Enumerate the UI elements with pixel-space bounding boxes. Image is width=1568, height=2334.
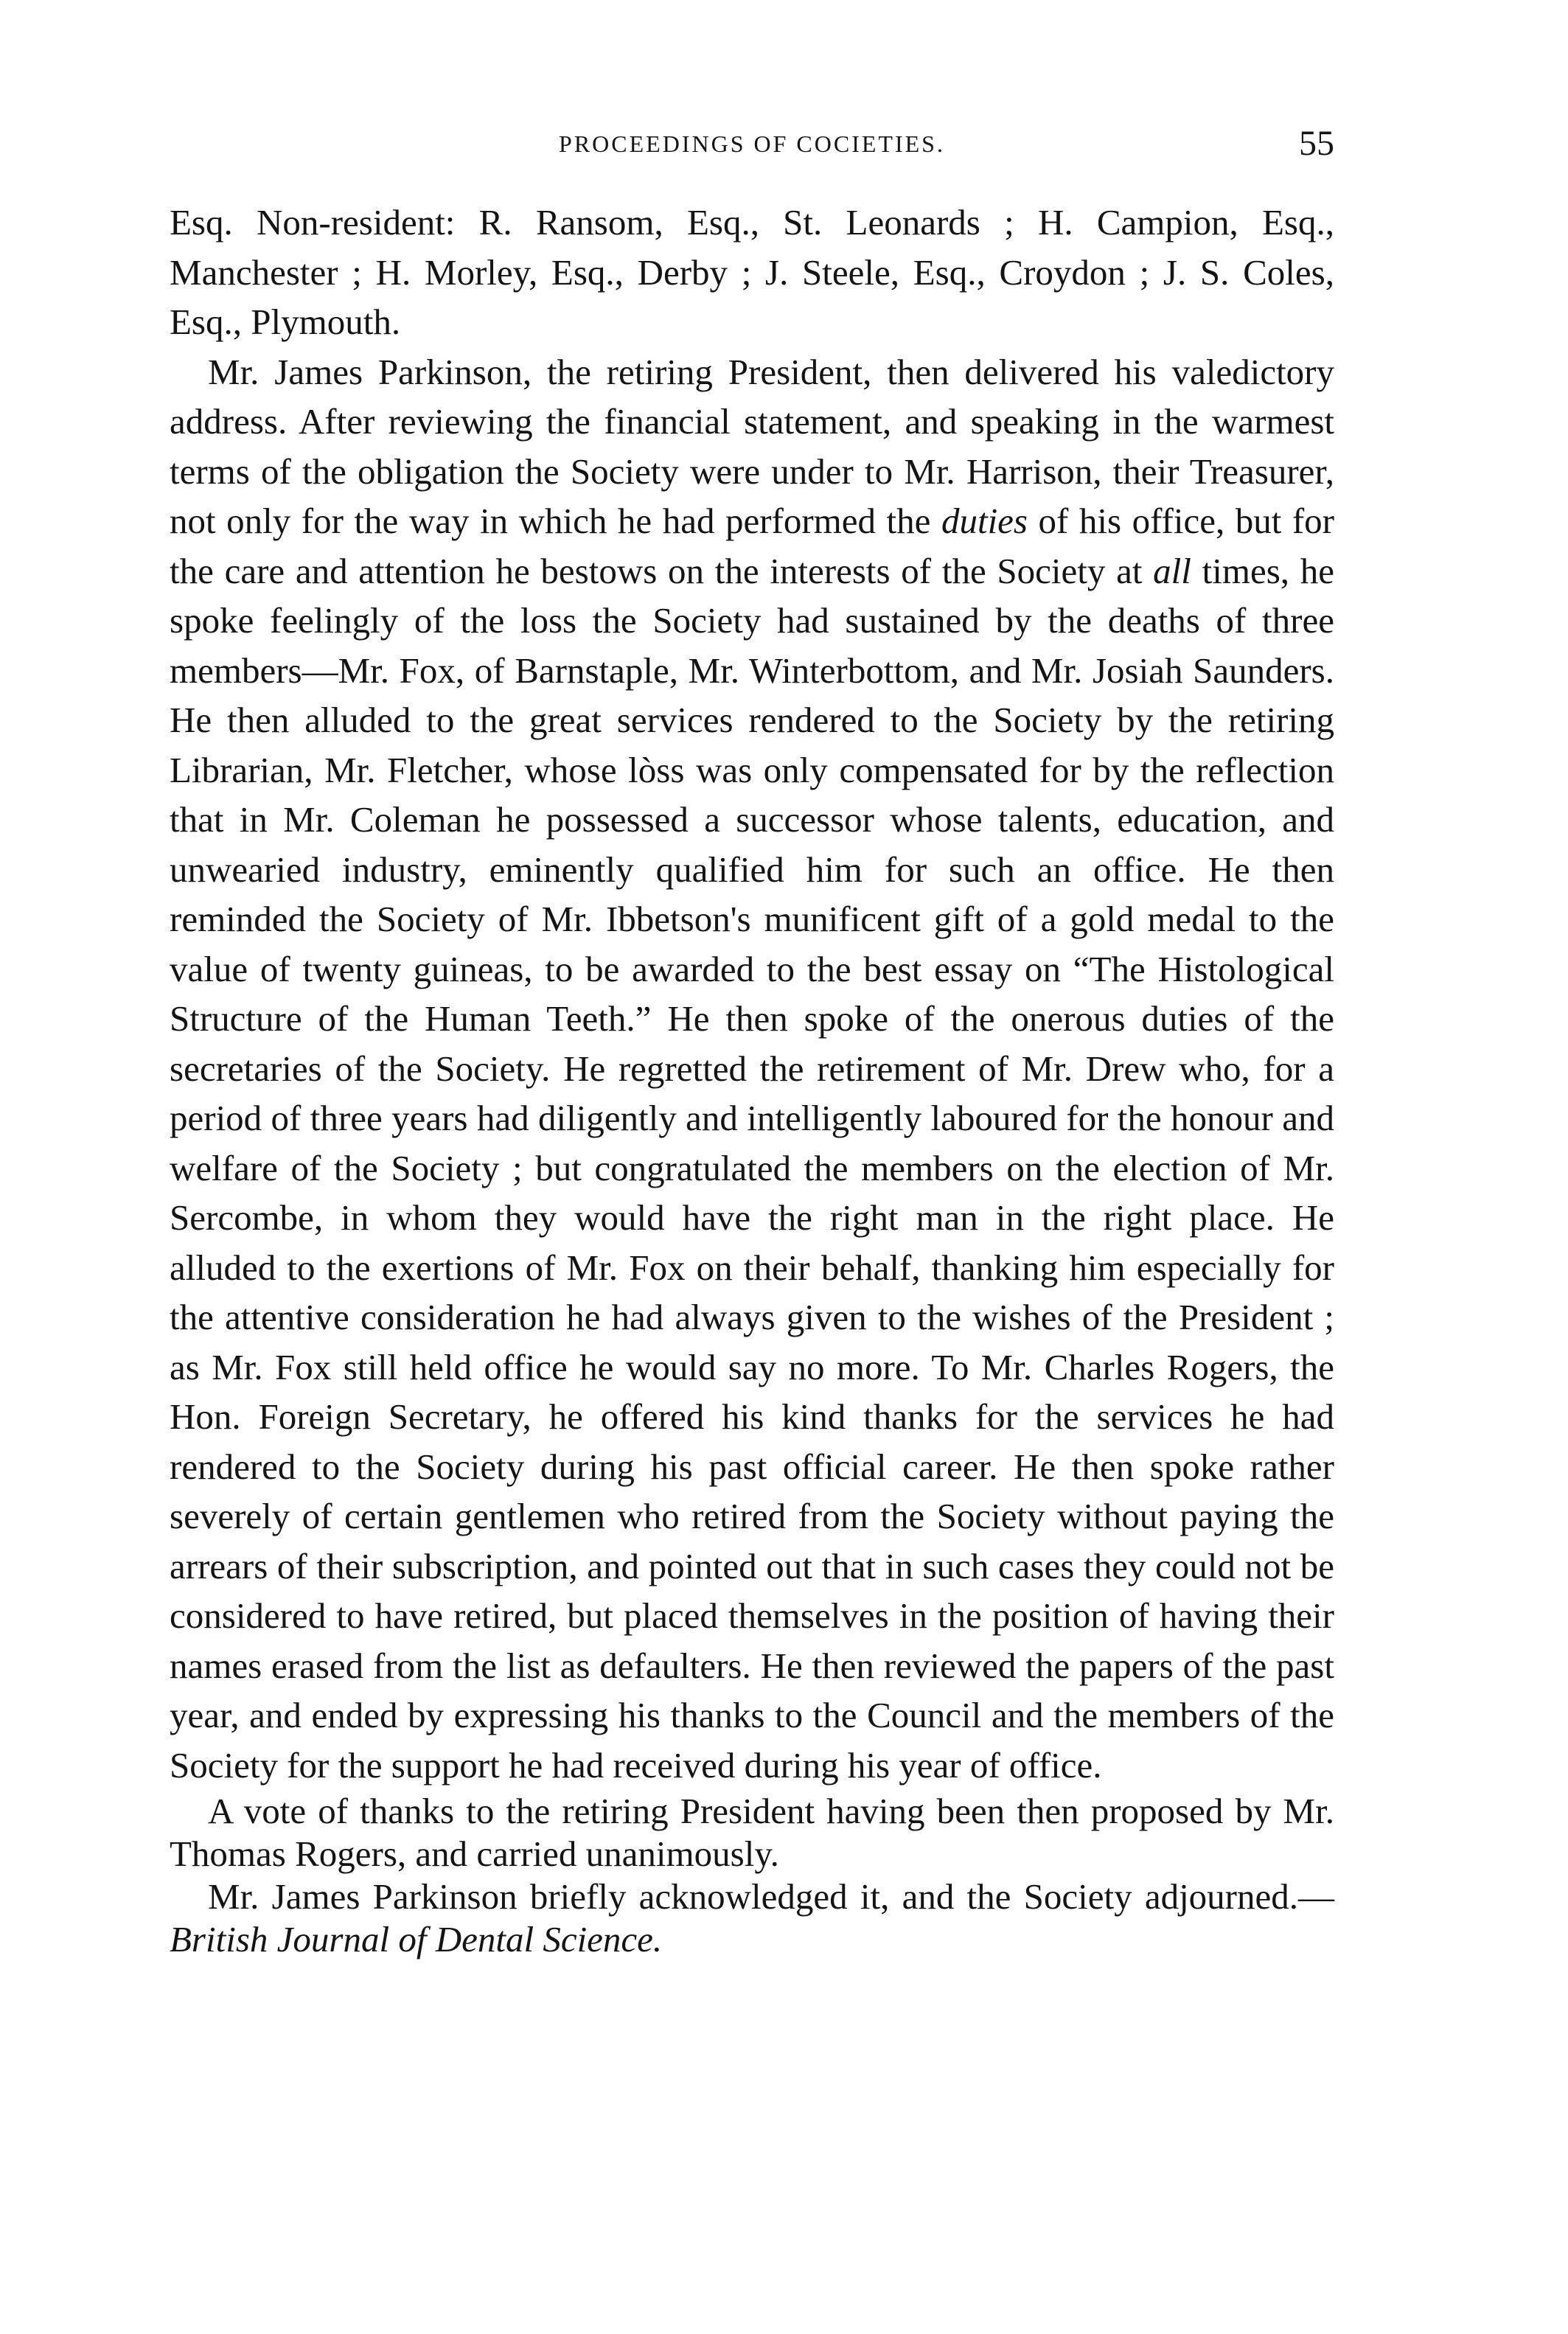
running-head [170, 122, 1334, 166]
paragraph-text: Esq. Non-resident: R. Ransom, Esq., St. Leonards ; H. Campion, Esq., Manchester ; H. Morley, Esq., Derby ; J. Steele, Esq., Croydon ; J. S. Coles, Esq., Plymouth. [170, 202, 1334, 342]
source-citation: British Journal of Dental Science. [170, 1919, 663, 1959]
emphasis-duties: duties [941, 501, 1028, 541]
paragraph-text: Mr. James Parkinson briefly acknowledged it, and the Society adjourned.— [208, 1876, 1334, 1917]
paragraph-text: A vote of thanks to the retiring President having been then proposed by Mr. Thomas Rogers, and carried unanimously. [170, 1791, 1334, 1874]
paragraph-vote-of-thanks [170, 1790, 1334, 1875]
emphasis-all: all [1153, 550, 1191, 591]
paragraph-text-part: of his office, but for the care and attention he bestows on the interests of the Society at [170, 501, 1334, 591]
running-title: PROCEEDINGS OF COCIETIES. [559, 130, 945, 157]
page-number: 55 [1299, 124, 1334, 163]
paragraph-text-part: Mr. James Parkinson, the retiring President, then delivered his valedictory address. After reviewing the financial statement, and speaking in the warmest terms of the obligation the Society were under to Mr. Harrison, their Treasurer, not only for the way in which he had performed the [170, 351, 1334, 541]
paragraph-adjournment [170, 1875, 1334, 1961]
paragraph-text-part: times, he spoke feelingly of the loss the Society had sustained by the deaths of three members—Mr. Fox, of Barnstaple, Mr. Winterbottom, and Mr. Josiah Saunders. He then alluded to the great services rendered to the Society by the retiring Librarian, Mr. Fletcher, whose lòss was only compensated for by the reflection that in Mr. Coleman he possessed a successor whose talents, education, and unwearied industry, eminently qualified him for such an office. He then reminded the Society of Mr. Ibbetson's munificent gift of a gold medal to the value of twenty guineas, to be awarded to the best essay on “The Histological Structure of the Human Teeth.” He then spoke of the onerous duties of the secretaries of the Society. He regretted the retirement of Mr. Drew who, for a period of three years had diligently and intelligently laboured for the honour and welfare of the Society ; but congratulated the members on the election of Mr. Sercombe, in whom they would have the right man in the right place. He alluded to the exertions of Mr. Fox on their behalf, thanking him especially for the attentive consideration he had always given to the wishes of the President ; as Mr. Fox still held office he would say no more. To Mr. Charles Rogers, the Hon. Foreign Secretary, he offered his kind thanks for the services he had rendered to the Society during his past official career. He then spoke rather severely of certain gentlemen who retired from the Society without paying the arrears of their subscription, and pointed out that in such cases they could not be considered to have retired, but placed themselves in the position of having their names erased from the list as defaulters. He then reviewed the papers of the past year, and ended by expressing his thanks to the Council and the members of the Society for the support he had received during his year of office. [170, 550, 1334, 1786]
paragraph-valedictory-address [170, 347, 1334, 1791]
body-text [170, 198, 1334, 1961]
paragraph-member-list [170, 198, 1334, 347]
